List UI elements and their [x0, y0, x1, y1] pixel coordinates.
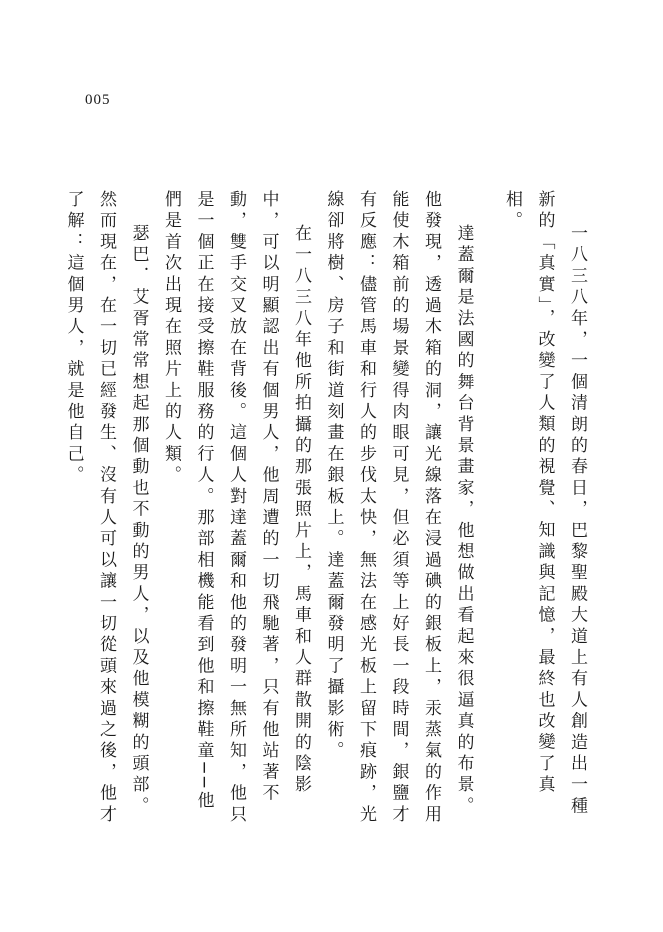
body-text — [57, 190, 593, 830]
paragraph-2: 達蓋爾是法國的舞台背景畫家，他想做出看起來很逼真的布景。他發現，透過木箱的洞，讓光線落在浸過碘的銀板上，汞蒸氣的作用能使木箱前的場景變得肉眼可見，但必須等上好長一段時間，銀鹽才有反應：儘管馬車和行人的步伐太快，無法在感光板上留下痕跡，光線卻將樹、房子和街道刻畫在銀板上。達蓋爾發明了攝影術。 — [323, 190, 474, 826]
page-number: 005 — [85, 92, 111, 108]
paragraph-4: 瑟巴．艾胥常常想起那個動也不動的男人，以及他模糊的頭部。然而現在，在一切已經發生、沒有人可以讓一切從頭來過之後，他才了解：這個男人，就是他自己。 — [63, 190, 149, 826]
paragraph-3: 在一八三八年他所拍攝的那張照片上，馬車和人群散開的陰影中，可以明顯認出有個男人，他周遭的一切飛馳著，只有他站著不動，雙手交叉放在背後。這個人對達蓋爾和他的發明一無所知，他只是一個正在接受擦鞋服務的行人。那部相機能看到他和擦鞋童──他們是首次出現在照片上的人類。 — [161, 190, 311, 826]
section-gap — [480, 190, 496, 830]
paragraph-1: 一八三八年，一個清朗的春日，巴黎聖殿大道上有人創造出一種新的「真實」，改變了人類的視覺、知識與記憶，最終也改變了真相。 — [502, 190, 587, 818]
